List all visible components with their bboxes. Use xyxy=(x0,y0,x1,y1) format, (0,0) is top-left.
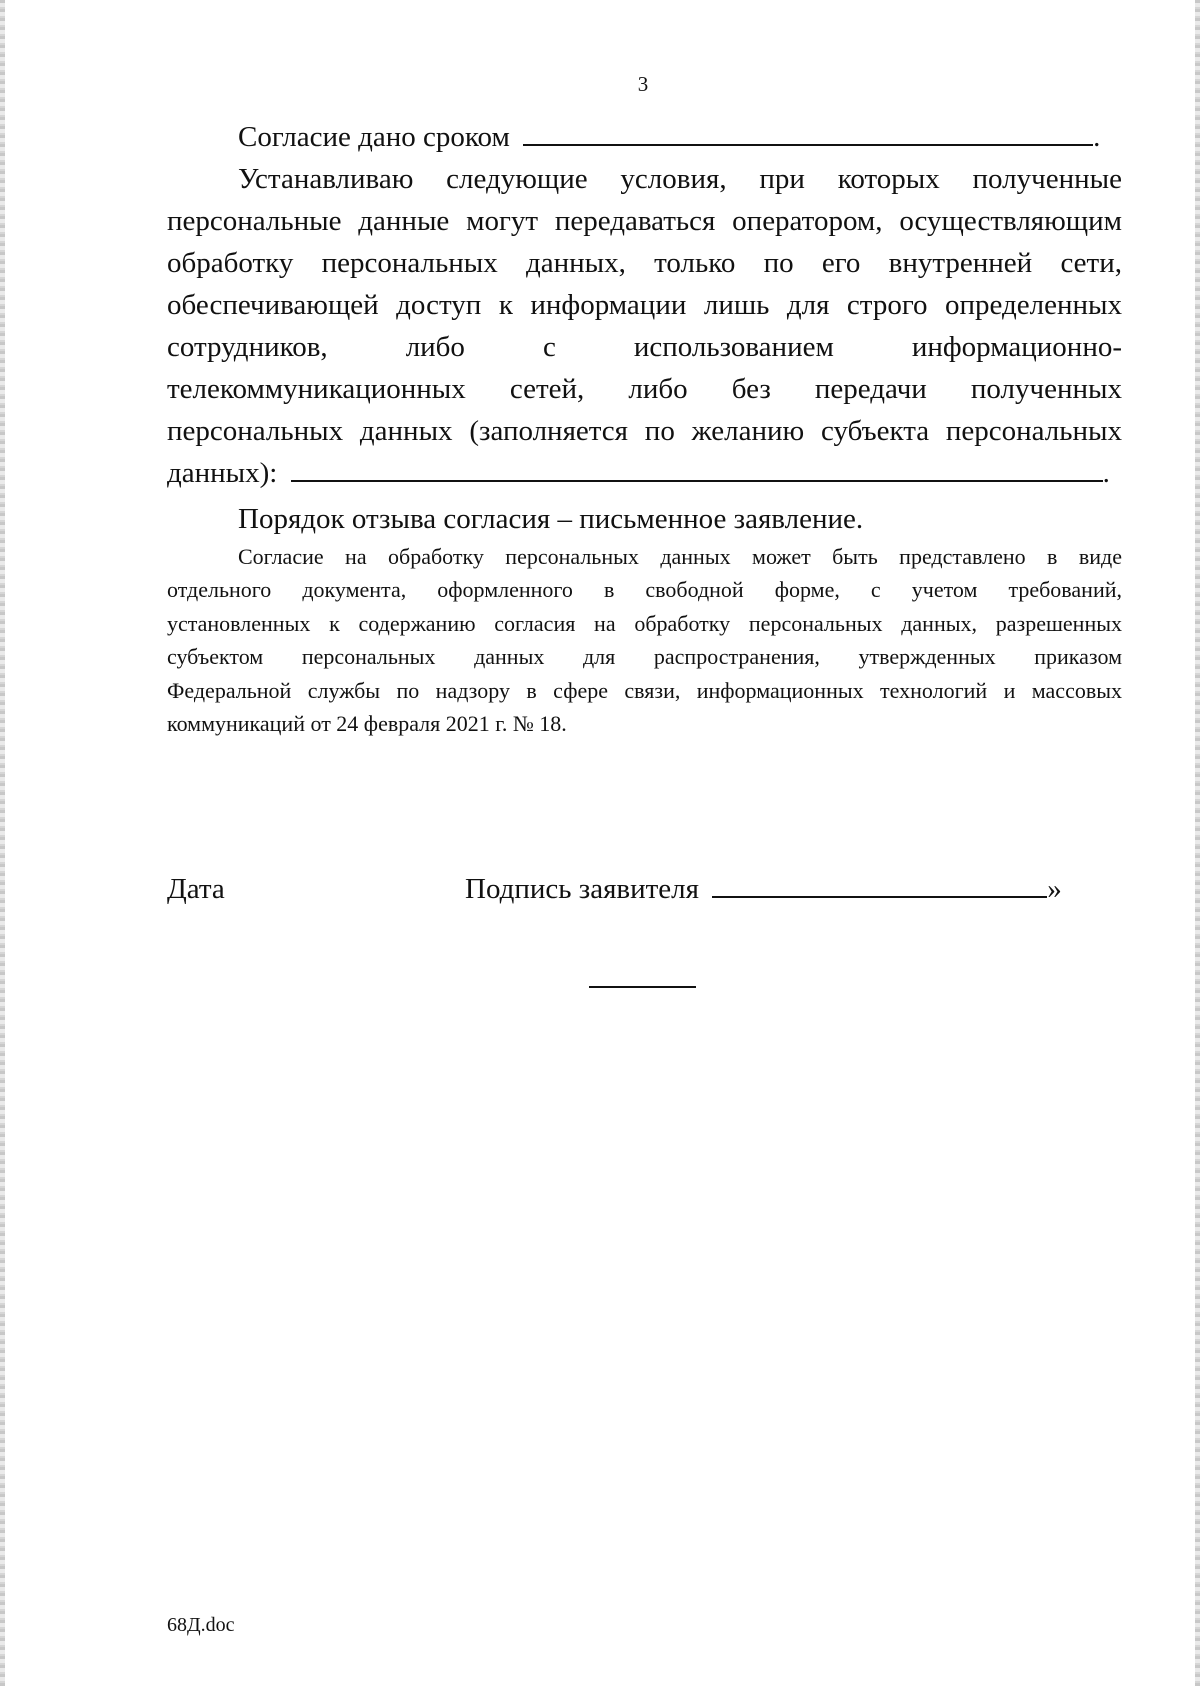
conditions-last-line xyxy=(167,452,1122,494)
note-last-line: коммуникаций от 24 февраля 2021 г. № 18. xyxy=(167,711,567,737)
scan-right-edge xyxy=(1195,0,1200,1686)
conditions-line: персональных данных (заполняется по желанию субъекта персональных xyxy=(167,415,1122,447)
conditions-last-label: данных): xyxy=(167,457,278,489)
consent-term-label: Согласие дано сроком xyxy=(238,121,510,153)
conditions-paragraph xyxy=(167,158,1122,494)
revocation-text: Порядок отзыва согласия – письменное заявление. xyxy=(238,503,864,535)
note-line: отдельного документа, оформленного в свободной форме, с учетом требований, xyxy=(167,577,1122,603)
conditions-blank[interactable] xyxy=(291,452,1103,482)
page-number: 3 xyxy=(637,72,649,96)
signature-blank[interactable] xyxy=(712,868,1047,898)
closing-rule xyxy=(589,986,696,988)
conditions-line: персональные данные могут передаваться оператором, осуществляющим xyxy=(167,205,1122,237)
conditions-line: обеспечивающей доступ к информации лишь для строго определенных xyxy=(167,289,1122,321)
note-line: Согласие на обработку персональных данных может быть представлено в виде xyxy=(238,544,1122,569)
consent-term-blank[interactable] xyxy=(523,116,1093,146)
footer-filename: 68Д.doc xyxy=(167,1614,235,1636)
conditions-line: сотрудников, либо с использованием информационно- xyxy=(167,331,1122,363)
note-line: субъектом персональных данных для распространения, утвержденных приказом xyxy=(167,644,1122,670)
note-line: Федеральной службы по надзору в сфере связи, информационных технологий и массовых xyxy=(167,677,1122,703)
conditions-line: обработку персональных данных, только по его внутренней сети, xyxy=(167,247,1122,279)
conditions-line: телекоммуникационных сетей, либо без передачи полученных xyxy=(167,373,1122,405)
date-label: Дата xyxy=(167,873,225,905)
note-paragraph xyxy=(167,540,1122,740)
consent-term-end: . xyxy=(1093,121,1101,153)
signature-line xyxy=(465,868,1062,910)
conditions-end: . xyxy=(1102,457,1110,489)
note-line: установленных к содержанию согласия на обработку персональных данных, разрешенных xyxy=(167,610,1122,636)
conditions-line: Устанавливаю следующие условия, при которых полученные xyxy=(238,163,1122,195)
signature-close-quote: » xyxy=(1047,873,1062,905)
consent-term-line xyxy=(238,116,1118,158)
signature-label: Подпись заявителя xyxy=(465,873,699,905)
scan-left-edge xyxy=(0,0,5,1686)
